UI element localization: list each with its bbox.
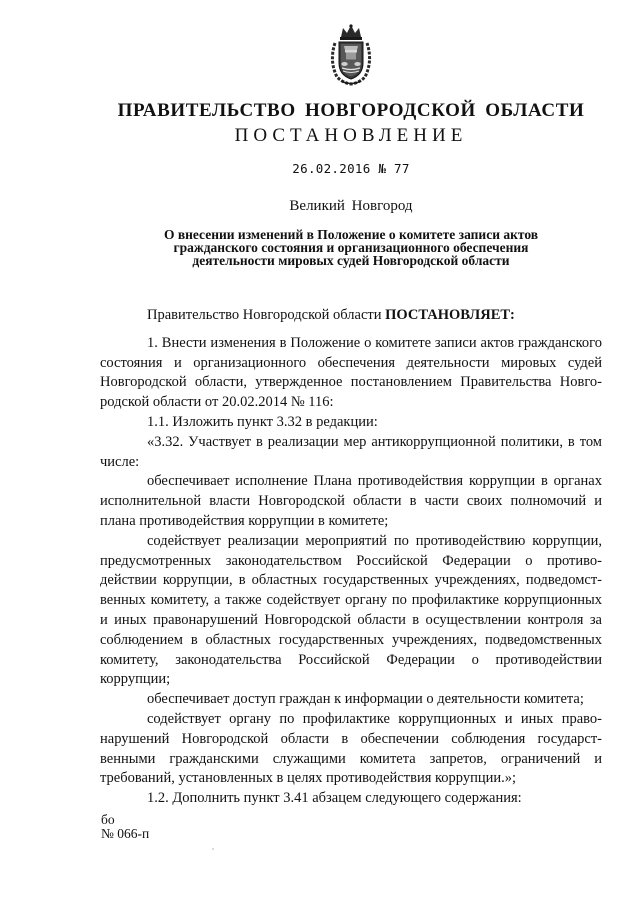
subject-line: О внесении изменений в Положение о комитете записи актов <box>163 227 539 242</box>
footer-initials: бо <box>101 812 115 827</box>
body-line: 1. Внести изменения в Положение о комитете записи актов гражданского <box>147 334 602 351</box>
government-title: ПРАВИТЕЛЬСТВО НОВГОРОДСКОЙ ОБЛАСТИ <box>117 100 585 121</box>
coat-of-arms-icon <box>327 23 375 87</box>
body-line: комитету, законодательства Российской Федерации о противодействии <box>100 651 602 668</box>
body-line: Новгородской области, утвержденное постановлением Правительства Новго- <box>100 374 602 391</box>
document-city: Великий Новгород <box>289 198 413 214</box>
body-line: исполнительной власти Новгородской области в части своих полномочий и <box>100 493 602 510</box>
body-line: обеспечивает доступ граждан к информации о деятельности комитета; <box>147 691 584 708</box>
subject-line: гражданского состояния и организационного обеспечения <box>173 240 529 255</box>
document-type: ПОСТАНОВЛЕНИЕ <box>234 125 468 146</box>
preamble-text: Правительство Новгородской области <box>147 307 386 323</box>
body-line: содействует органу по профилактике коррупционных и иных право- <box>147 710 602 727</box>
body-line: 1.2. Дополнить пункт 3.41 абзацем следующего содержания: <box>147 790 522 807</box>
body-line: соблюдением в областных государственных учреждениях, подведомственных <box>100 631 602 648</box>
body-line: и иных правонарушений Новгородской области в осуществлении контроля за <box>100 611 602 628</box>
document-date-number: 26.02.2016 № 77 <box>292 161 410 176</box>
body-line: требований, установленных в целях противодействия коррупции.»; <box>100 770 517 787</box>
body-line: «3.32. Участвует в реализации мер антикоррупционной политики, в том <box>147 433 602 450</box>
body-line: коррупции; <box>100 671 171 688</box>
document-body <box>100 306 602 809</box>
body-line: 1.1. Изложить пункт 3.32 в редакции: <box>147 413 378 430</box>
body-line: числе: <box>100 453 140 470</box>
body-line: действии коррупции, в областных государственных учреждениях, подведомст- <box>100 572 602 589</box>
body-line: предусмотренных законодательством Российской Федерации о противо- <box>100 552 602 569</box>
body-line: венными гражданскими служащими комитета запретов, ограничений и <box>100 750 602 767</box>
preamble-emphasis: ПОСТАНОВЛЯЕТ: <box>385 307 515 323</box>
document-footer <box>101 813 149 841</box>
scan-artifact <box>212 848 214 850</box>
body-line: состояния и организационного обеспечения деятельности мировых судей <box>100 354 602 371</box>
body-line: родской области от 20.02.2014 № 116: <box>100 394 334 411</box>
footer-number: № 066-п <box>101 826 150 841</box>
body-line: содействует реализации мероприятий по противодействию коррупции, <box>147 532 602 549</box>
body-line: венных комитету, а также содействует органу по профилактике коррупционных <box>100 592 602 609</box>
preamble <box>100 306 602 326</box>
subject-line: деятельности мировых судей Новгородской области <box>192 253 510 268</box>
body-line: обеспечивает исполнение Плана противодействия коррупции в органах <box>147 473 602 490</box>
body-line: плана противодействия коррупции в комитете; <box>100 512 389 529</box>
body-line: нарушений Новгородской области в обеспечении соблюдения государст- <box>100 730 602 747</box>
document-subject <box>100 228 602 267</box>
